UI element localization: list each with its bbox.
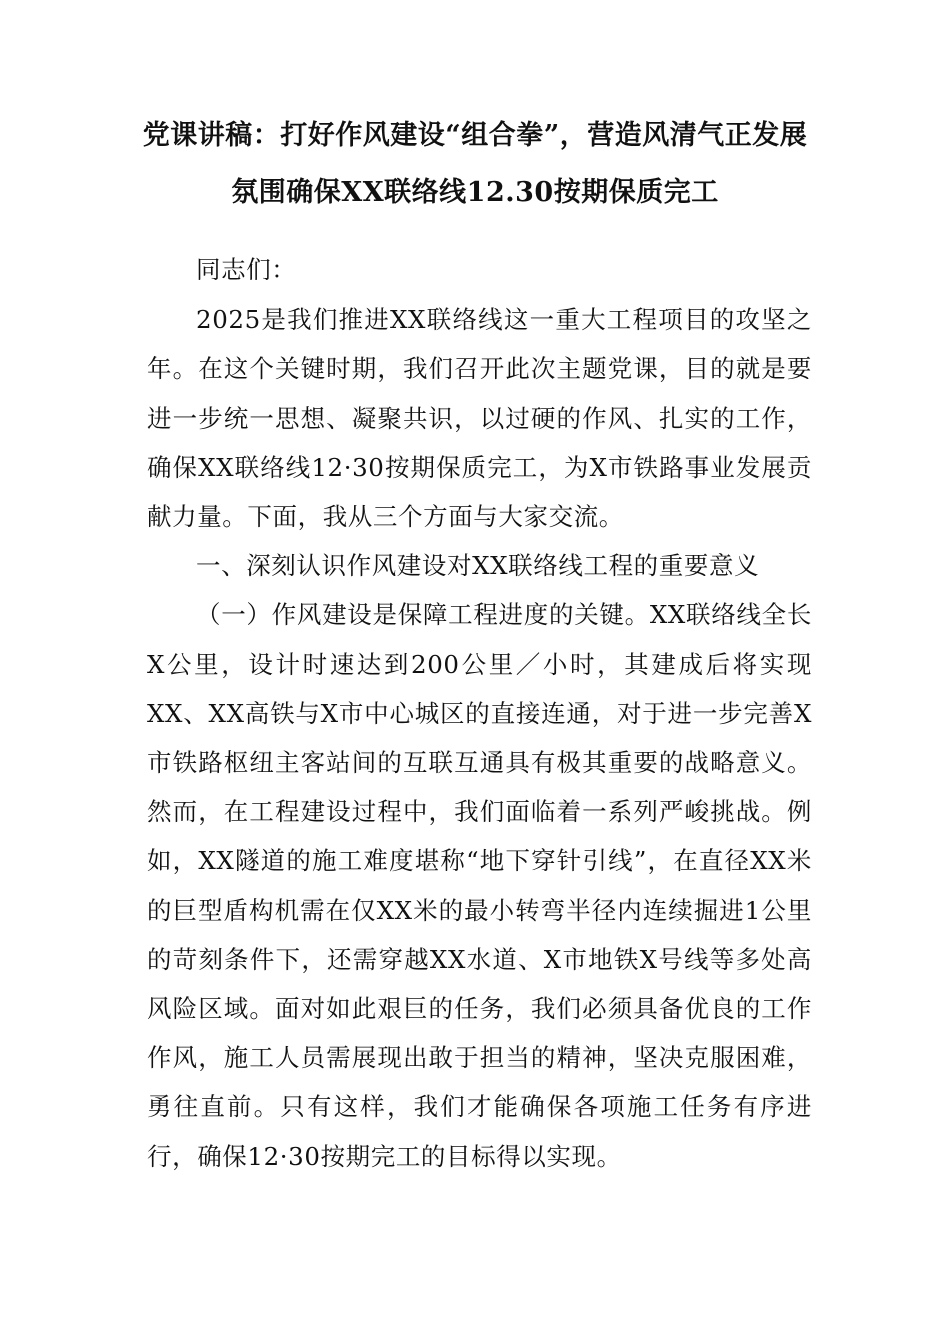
document-body [147, 245, 812, 1181]
document-title-line-1: 党课讲稿：打好作风建设“组合拳”，营造风清气正发展 [142, 120, 808, 151]
paragraph-intro: 2025是我们推进XX联络线这一重大工程项目的攻坚之年。在这个关键时期，我们召开此次主题党课，目的就是要进一步统一思想、凝聚共识，以过硬的作风、扎实的工作，确保XX联络线12·30按期保质完工，为X市铁路事业发展贡献力量。下面，我从三个方面与大家交流。 [147, 305, 812, 532]
salutation: 同志们： [196, 255, 297, 284]
section-heading-1: 一、深刻认识作风建设对XX联络线工程的重要意义 [196, 551, 760, 581]
document-title-line-2: 氛围确保XX联络线12.30按期保质完工 [231, 177, 719, 208]
paragraph-subsection-1: （一）作风建设是保障工程进度的关键。XX联络线全长X公里，设计时速达到200公里／小时，其建成后将实现XX、XX高铁与X市中心城区的直接连通，对于进一步完善X市铁路枢纽主客站间的互联互通具有极其重要的战略意义。然而，在工程建设过程中，我们面临着一系列严峻挑战。例如，XX隧道的施工难度堪称“地下穿针引线”，在直径XX米的巨型盾构机需在仅XX米的最小转弯半径内连续掘进1公里的苛刻条件下，还需穿越XX水道、X市地铁X号线等多处高风险区域。面对如此艰巨的任务，我们必须具备优良的工作作风，施工人员需展现出敢于担当的精神，坚决克服困难，勇往直前。只有这样，我们才能确保各项施工任务有序进行，确保12·30按期完工的目标得以实现。 [147, 600, 812, 1171]
